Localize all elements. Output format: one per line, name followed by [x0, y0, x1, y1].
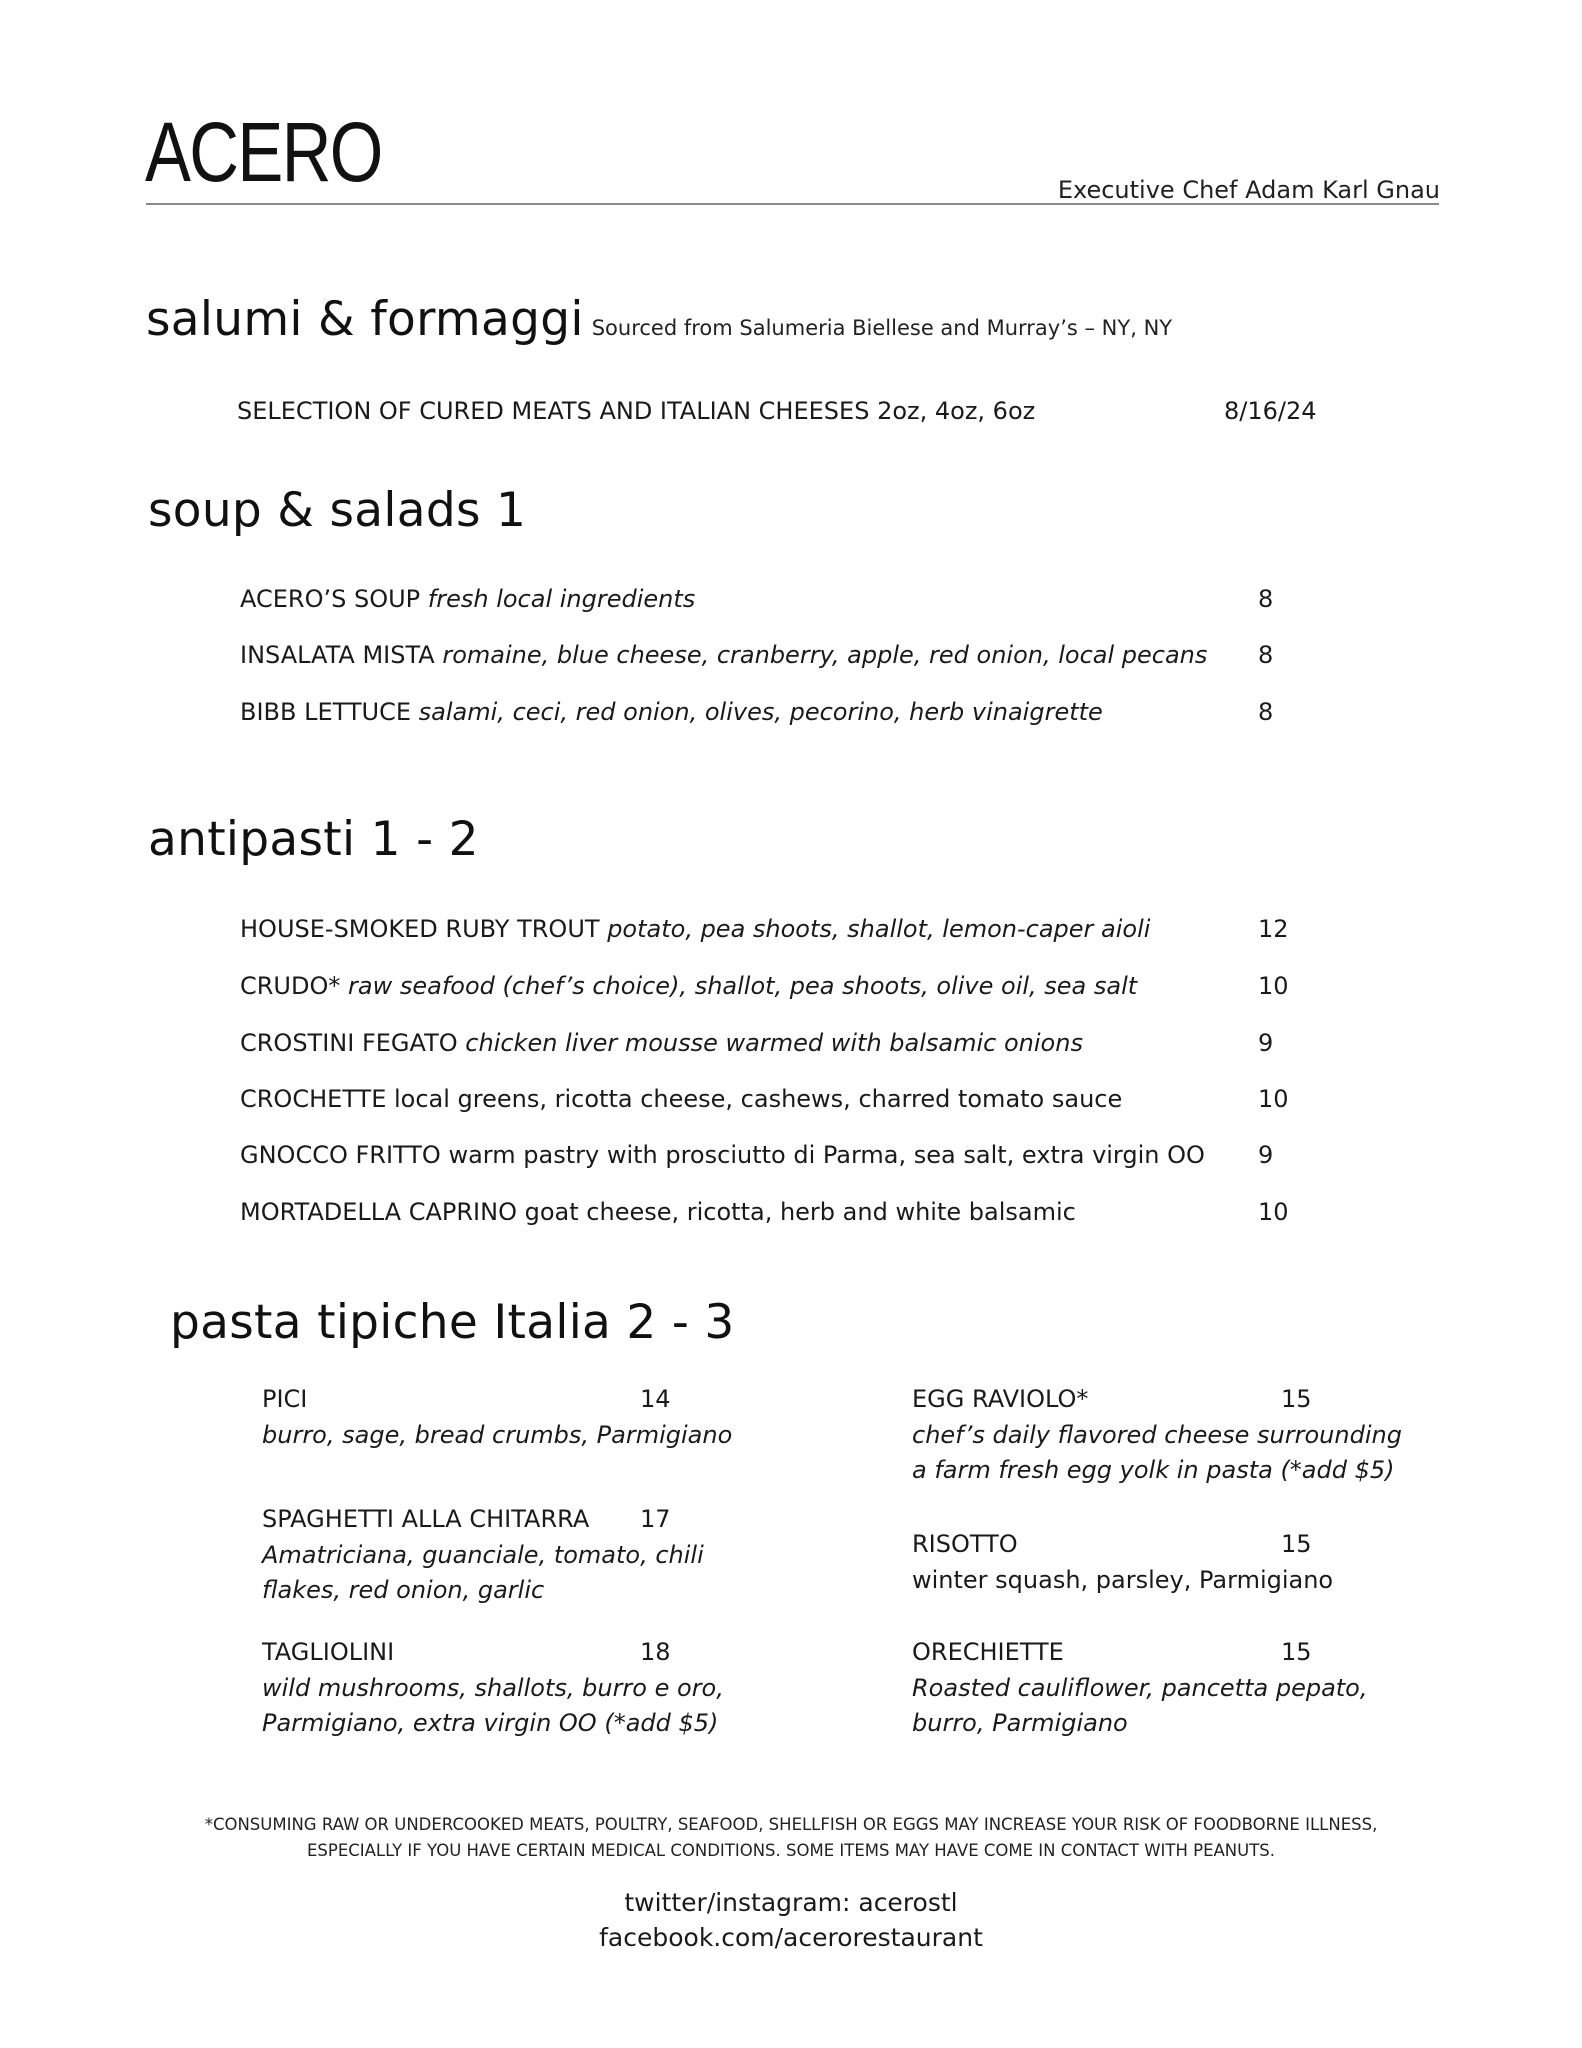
menu-item — [240, 972, 1137, 1000]
item-price: 15 — [1281, 1385, 1312, 1413]
item-price: 10 — [1258, 1198, 1289, 1226]
item-description: raw seafood (chef’s choice), shallot, pea shoots, olive oil, sea salt — [348, 972, 1138, 1000]
allergy-disclaimer — [0, 1812, 1582, 1864]
item-description: winter squash, parsley, Parmigiano — [912, 1566, 1334, 1594]
item-description: Roasted cauliflower, pancetta pepato, — [912, 1674, 1368, 1702]
item-description: local greens, ricotta cheese, cashews, charred tomato sauce — [394, 1085, 1123, 1113]
menu-item — [240, 915, 1150, 943]
menu-item — [240, 1198, 1076, 1226]
pasta-item-name: SPAGHETTI ALLA CHITARRA — [262, 1505, 590, 1533]
menu-item — [240, 1085, 1122, 1113]
item-price: 10 — [1258, 1085, 1289, 1113]
item-price: 12 — [1258, 915, 1289, 943]
item-name: MORTADELLA CAPRINO — [240, 1198, 517, 1226]
item-name: CROCHETTE — [240, 1085, 387, 1113]
pasta-heading: pasta tipiche Italia 2 - 3 — [170, 1295, 735, 1350]
item-description: fresh local ingredients — [427, 585, 696, 613]
item-description: Amatriciana, guanciale, tomato, chili — [262, 1541, 704, 1569]
chef-credit: Executive Chef Adam Karl Gnau — [1057, 176, 1440, 204]
salumi-heading — [146, 292, 1172, 347]
item-description: potato, pea shoots, shallot, lemon-caper aioli — [607, 915, 1151, 943]
item-name: ACERO’S SOUP — [240, 585, 421, 613]
item-price: 15 — [1281, 1638, 1312, 1666]
item-name: CRUDO* — [240, 972, 341, 1000]
pasta-item-name: EGG RAVIOLO* — [912, 1385, 1089, 1413]
item-name: CROSTINI FEGATO — [240, 1029, 458, 1057]
item-name: SELECTION OF CURED MEATS AND ITALIAN CHEESES 2oz, 4oz, 6oz — [237, 397, 1036, 425]
item-price: 14 — [640, 1385, 671, 1413]
item-price: 8 — [1258, 641, 1274, 669]
menu-item — [240, 1141, 1205, 1169]
item-name: BIBB LETTUCE — [240, 698, 412, 726]
pasta-item-name: ORECHIETTE — [912, 1638, 1064, 1666]
item-price: 10 — [1258, 972, 1289, 1000]
item-description: burro, sage, bread crumbs, Parmigiano — [262, 1421, 733, 1449]
item-description: wild mushrooms, shallots, burro e oro, — [262, 1674, 724, 1702]
item-price: 8 — [1258, 585, 1274, 613]
item-description: salami, ceci, red onion, olives, pecorino, herb vinaigrette — [418, 698, 1103, 726]
item-description: flakes, red onion, garlic — [262, 1576, 545, 1604]
restaurant-logo: ACERO — [145, 105, 382, 199]
menu-item-salumi — [237, 397, 1035, 425]
item-description: Parmigiano, extra virgin OO (*add $5) — [262, 1709, 719, 1737]
item-price: 17 — [640, 1505, 671, 1533]
menu-item — [240, 698, 1103, 726]
social-facebook[interactable]: facebook.com/acerorestaurant — [599, 1923, 983, 1952]
pasta-item-name: PICI — [262, 1385, 308, 1413]
item-description: chef’s daily flavored cheese surrounding — [912, 1421, 1402, 1449]
item-price: 9 — [1258, 1141, 1274, 1169]
menu-item — [240, 641, 1207, 669]
item-price: 8/16/24 — [1224, 397, 1317, 425]
item-name: HOUSE-SMOKED RUBY TROUT — [240, 915, 600, 943]
item-name: GNOCCO FRITTO — [240, 1141, 441, 1169]
item-description: romaine, blue cheese, cranberry, apple, red onion, local pecans — [442, 641, 1208, 669]
antipasti-heading: antipasti 1 - 2 — [148, 812, 479, 867]
item-name: INSALATA MISTA — [240, 641, 435, 669]
disclaimer-line: *CONSUMING RAW OR UNDERCOOKED MEATS, POULTRY, SEAFOOD, SHELLFISH OR EGGS MAY INCREASE YOUR RISK OF FOODBORNE ILLNESS, — [204, 1815, 1378, 1834]
pasta-item-name: RISOTTO — [912, 1530, 1018, 1558]
item-description: a farm fresh egg yolk in pasta (*add $5) — [912, 1456, 1395, 1484]
section-note: Sourced from Salumeria Biellese and Murray’s – NY, NY — [591, 316, 1173, 340]
item-description: burro, Parmigiano — [912, 1709, 1128, 1737]
section-title: salumi & formaggi — [146, 292, 584, 347]
disclaimer-line: ESPECIALLY IF YOU HAVE CERTAIN MEDICAL CONDITIONS. SOME ITEMS MAY HAVE COME IN CONTACT WITH PEANUTS. — [306, 1841, 1276, 1860]
social-links — [0, 1885, 1582, 1955]
item-price: 18 — [640, 1638, 671, 1666]
header-divider — [146, 203, 1439, 205]
menu-item — [240, 585, 695, 613]
pasta-item-name: TAGLIOLINI — [262, 1638, 395, 1666]
item-description: chicken liver mousse warmed with balsamic onions — [465, 1029, 1083, 1057]
item-description: goat cheese, ricotta, herb and white balsamic — [524, 1198, 1076, 1226]
social-twitter-instagram[interactable]: twitter/instagram: acerostl — [624, 1888, 958, 1917]
soups-heading: soup & salads 1 — [148, 483, 527, 538]
item-price: 8 — [1258, 698, 1274, 726]
item-price: 9 — [1258, 1029, 1274, 1057]
menu-item — [240, 1029, 1083, 1057]
item-description: warm pastry with prosciutto di Parma, sea salt, extra virgin OO — [448, 1141, 1205, 1169]
item-price: 15 — [1281, 1530, 1312, 1558]
